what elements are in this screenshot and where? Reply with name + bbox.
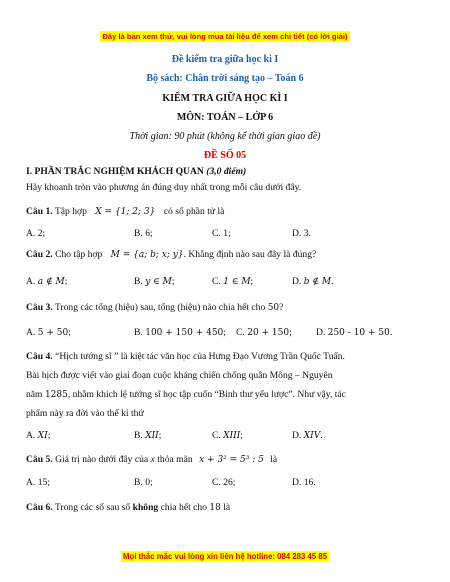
option-math: XIII [223,431,241,441]
option-sep: ; [171,276,175,287]
q2-option-c[interactable] [212,276,253,288]
question-text: Tập hợp [54,206,87,217]
question-1 [26,206,224,218]
question-text-2: chia hết cho [160,502,207,513]
option-sep: . [331,276,334,287]
q1-option-a[interactable]: A. 2; [26,228,46,239]
option-math: b ∉ M [303,277,332,287]
option-letter: D. [292,430,302,441]
question-label: Câu 2. [26,249,53,260]
option-letter: B. [134,430,143,441]
question-text-3: là [223,502,231,513]
option-sep: . [389,327,393,338]
q4-year: 1285 [44,390,68,400]
q3-option-a[interactable] [26,327,71,339]
question-2 [26,249,316,261]
option-sep: ; [250,276,254,287]
question-label: Câu 5. [26,454,53,465]
q4-option-b[interactable] [134,430,161,442]
option-letter: C. [212,430,221,441]
math-expression: X = {1; 2; 3} [95,207,156,217]
option-math: y ∈ M [145,277,172,287]
question-label: Câu 3. [26,302,53,313]
section-heading [26,166,246,178]
q1-option-b[interactable]: B. 6; [134,228,153,239]
q5-option-c[interactable]: C. 26; [212,477,236,488]
option-letter: A. [26,276,36,287]
option-sep: ; [158,430,162,441]
q3-option-c[interactable] [236,327,292,339]
question-label: Câu 6. [26,502,53,513]
question-text-2: có số phần tử là [163,206,225,217]
math-expression: x + 3² = 5³ : 5 [199,455,264,465]
q2-option-a[interactable] [26,276,67,288]
option-letter: A. [26,327,36,338]
q2-option-d[interactable] [292,276,334,288]
q4-text-2: , nhằm khích lệ tướng sĩ học tập cuốn “Binh thư yếu lược”. Như vậy, tác [67,389,346,400]
q4-option-d[interactable] [292,430,323,442]
subject-title: MÔN: TOÁN – LỚP 6 [176,112,274,123]
option-sep: ; [64,276,68,287]
q5-option-b[interactable]: B. 0; [134,477,153,488]
option-math: XI [37,431,48,441]
doc-title: Đề kiểm tra giữa học kì I [171,54,279,65]
preview-banner-text: Đây là bản xem thử, vui lòng mua tài liệu để xem chi tiết (có lời giải) [102,32,348,41]
q3-option-d[interactable] [316,327,392,339]
question-4 [26,351,426,363]
option-math: 20 + 150 [247,328,290,338]
math-number: 18 [209,503,221,513]
q4-line-4: phẩm này ra đời vào thế kỉ thứ [26,408,144,419]
question-5 [26,454,277,466]
q2-option-b[interactable] [134,276,175,288]
option-sep: ; [223,327,226,338]
q5-option-a[interactable]: A. 15; [26,477,50,488]
math-number: 50 [267,303,280,313]
section-points: (3,0 điểm) [206,166,247,177]
time-note: Thời gian: 90 phút (không kể thời gian giao đề) [129,131,321,142]
q4-option-c[interactable] [212,430,243,442]
q4-text: năm [26,389,43,400]
option-sep: ; [289,327,292,338]
question-text-2: thỏa mãn [157,454,193,465]
hotline-footer [0,546,450,564]
question-label: Câu 1. [26,206,53,217]
option-letter: C. [212,276,221,287]
question-text: Trong các số sau số [54,502,131,513]
option-sep: ; [47,430,51,441]
hotline-text: Mọi thắc mắc vui lòng xin liên hệ hotline: 084 283 45 85 [122,552,328,561]
option-letter: B. [134,327,143,338]
option-math: XII [145,431,159,441]
q3-option-b[interactable] [134,327,226,339]
question-text: Giá trị nào dưới đây của [55,454,149,465]
emphasis: không [132,502,159,513]
option-letter: D. [316,327,326,338]
exam-code: ĐỀ SỐ 05 [203,150,247,161]
option-sep: . [320,430,323,441]
section-title: I. PHẦN TRẮC NGHIỆM KHÁCH QUAN [26,166,204,177]
option-letter: D. [292,276,302,287]
option-math: a ∉ M [37,277,65,287]
math-expression: M = {a; b; x; y} [110,250,184,260]
question-text: Cho tập hợp [55,249,103,260]
option-math: 250 - 10 + 50 [327,328,390,338]
book-series: Bộ sách: Chân trời sáng tạo – Toán 6 [146,73,304,84]
q5-option-d[interactable]: D. 16. [292,477,316,488]
option-letter: A. [26,430,36,441]
option-letter: C. [236,327,245,338]
option-math: 5 + 50 [37,328,69,338]
option-math: 1 ∈ M [223,277,251,287]
q4-option-a[interactable] [26,430,50,442]
option-sep: ; [68,327,71,338]
q4-line-2: Bài hịch được viết vào giai đoạn cuộc kháng chiến chống quân Mông – Nguyên [26,370,333,381]
exam-title: KIỂM TRA GIỮA HỌC KÌ I [162,93,288,104]
option-math: 100 + 150 + 450 [145,328,224,338]
variable: x [150,454,155,465]
option-math: XIV [303,431,321,441]
section-instruction: Hãy khoanh tròn vào phương án đúng duy nhất trong mỗi câu dưới đây. [26,182,302,193]
question-text: “Hịch tướng sĩ ” là kiệt tác văn học của Hưng Đạo Vương Trần Quốc Tuấn. [55,351,345,362]
q1-option-d[interactable]: D. 3. [292,228,311,239]
option-letter: B. [134,276,143,287]
question-6 [26,502,230,514]
q1-option-c[interactable]: C. 1; [212,228,231,239]
question-text-2: . Khẳng định nào sau đây là đúng? [183,249,317,260]
question-text: Trong các tổng (hiệu) sau, tổng (hiệu) nào chia hết cho [54,302,266,313]
question-3 [26,302,283,314]
question-text-3: là [270,454,278,465]
question-label: Câu 4. [26,351,53,362]
option-sep: ; [240,430,243,441]
q4-line-3 [26,389,346,401]
question-mark: ? [279,302,284,313]
preview-banner [0,26,450,44]
